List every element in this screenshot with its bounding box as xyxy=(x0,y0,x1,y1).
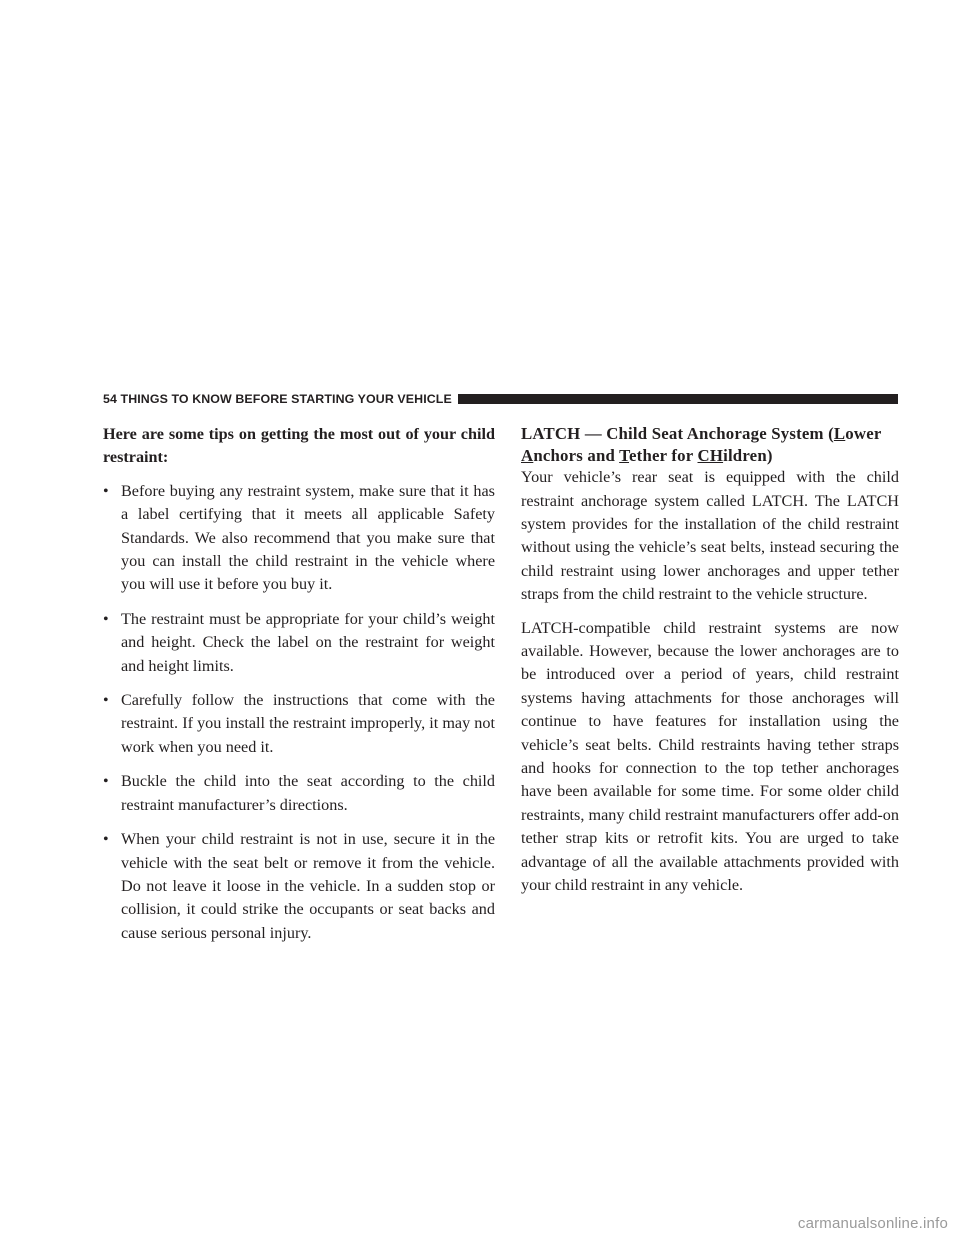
title-acronym-letter: A xyxy=(521,445,534,465)
list-item xyxy=(103,828,495,945)
page-label: 54 THINGS TO KNOW BEFORE STARTING YOUR VEHICLE xyxy=(103,392,452,406)
list-item xyxy=(103,689,495,759)
list-item-text: Buckle the child into the seat according to the child restraint manufacturer’s directions. xyxy=(121,772,495,814)
list-item xyxy=(103,608,495,678)
bullet-icon: • xyxy=(103,610,109,628)
tips-list xyxy=(103,480,495,945)
bullet-icon: • xyxy=(103,482,109,500)
title-part: ildren) xyxy=(723,445,773,465)
header-rule xyxy=(458,394,898,404)
left-column xyxy=(103,423,495,956)
list-item-text: Carefully follow the instructions that come with the restraint. If you install the restraint improperly, it may not work when you need it. xyxy=(121,691,495,756)
watermark-text: carmanualsonline.info xyxy=(797,1215,948,1232)
list-item-text: The restraint must be appropriate for your child’s weight and height. Check the label on the restraint for weight and height limits. xyxy=(121,609,495,675)
title-acronym-letter: CH xyxy=(697,445,724,465)
bullet-icon: • xyxy=(103,831,109,849)
list-item-text: Before buying any restraint system, make sure that it has a label certifying that it meets all applicable Safety Standards. We also recommend that you make sure that you can install the child restraint in the vehicle where you will use it before you buy it. xyxy=(121,481,495,594)
title-part: ower xyxy=(845,424,882,443)
section-title xyxy=(521,423,899,466)
title-part: ether for xyxy=(629,445,698,465)
bullet-icon: • xyxy=(103,692,109,710)
list-item xyxy=(103,480,495,597)
body-paragraph: LATCH-compatible child restraint systems are now available. However, because the lower anchorages are to be introduced over a period of years, child restraint systems having attachments for those anchorages will continue to have features for installation using the vehicle’s seat belts. Child restraints having tether straps and hooks for connection to the top tether anchorages have been available for some time. For some older child restraints, many child restraint manufacturers offer add-on tether strap kits or retrofit kits. You are urged to take advantage of all the available attachments provided with your child restraint in any vehicle. xyxy=(521,618,899,895)
body-paragraph: Your vehicle’s rear seat is equipped with the child restraint anchorage system called LATCH. The LATCH system provides for the installation of the child restraint without using the vehicle’s seat belts, instead securing the child restraint using lower anchorages and upper tether straps from the child restraint to the vehicle structure. xyxy=(521,468,899,604)
title-part: LATCH — Child Seat Anchorage System ( xyxy=(521,424,834,443)
right-column xyxy=(521,423,899,908)
page-header xyxy=(103,391,898,407)
tips-intro: Here are some tips on getting the most out of your child restraint: xyxy=(103,425,495,467)
bullet-icon: • xyxy=(103,773,109,791)
title-part: nchors and xyxy=(533,445,620,465)
title-acronym-letter: T xyxy=(619,445,630,465)
title-acronym-letter: L xyxy=(833,424,846,443)
list-item-text: When your child restraint is not in use, secure it in the vehicle with the seat belt or remove it from the vehicle. Do not leave it loose in the vehicle. In a sudden stop or collision, it could strike the occupants or seat backs and cause serious personal injury. xyxy=(121,830,495,942)
list-item xyxy=(103,770,495,817)
